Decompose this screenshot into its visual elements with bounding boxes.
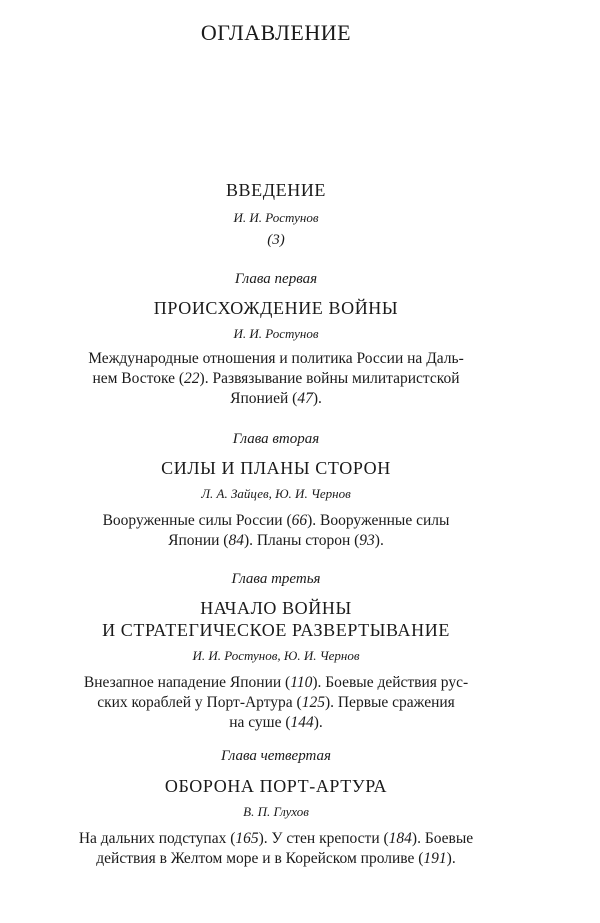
desc-line: Японии (84). Планы сторон (93). xyxy=(168,532,384,549)
desc-line: нем Востоке (22). Развязывание войны милитаристской xyxy=(92,370,460,387)
chapter-3-author: И. И. Ростунов, Ю. И. Чернов xyxy=(192,648,360,663)
desc-line: Международные отношения и политика России на Даль- xyxy=(88,350,464,367)
page-number: 84 xyxy=(228,532,244,549)
intro-page: (3) xyxy=(267,232,285,248)
chapter-2-author: Л. А. Зайцев, Ю. И. Чернов xyxy=(201,486,351,501)
chapter-2-heading: СИЛЫ И ПЛАНЫ СТОРОН xyxy=(161,458,391,478)
page-number: 144 xyxy=(290,714,314,731)
page-number: 110 xyxy=(290,674,313,691)
chapter-4-heading: ОБОРОНА ПОРТ-АРТУРА xyxy=(164,776,388,796)
chapter-3-description xyxy=(0,673,552,733)
desc-line: ских кораблей у Порт-Артура (125). Первые сражения xyxy=(97,694,455,711)
desc-line: Японией (47). xyxy=(230,390,322,407)
chapter-1-author: И. И. Ростунов xyxy=(233,326,319,341)
desc-line: на суше (144). xyxy=(229,714,323,731)
page-number: 125 xyxy=(301,694,325,711)
page-number: 165 xyxy=(235,830,259,847)
chapter-2-description xyxy=(0,511,552,551)
page-number: 191 xyxy=(423,850,447,867)
chapter-3-label: Глава третья xyxy=(231,571,321,587)
chapter-4-label: Глава четвертая xyxy=(220,748,332,764)
page-title: ОГЛАВЛЕНИЕ xyxy=(200,20,352,45)
chapter-1-label: Глава первая xyxy=(234,271,318,287)
desc-line: Вооруженные силы России (66). Вооруженные силы xyxy=(102,512,450,529)
desc-line: Внезапное нападение Японии (110). Боевые действия рус- xyxy=(83,674,469,691)
page-number: 93 xyxy=(359,532,375,549)
page-number: 184 xyxy=(388,830,412,847)
intro-author: И. И. Ростунов xyxy=(233,210,319,225)
chapter-4-author: В. П. Глухов xyxy=(243,804,309,819)
chapter-2-label: Глава вторая xyxy=(232,431,320,447)
intro-heading: ВВЕДЕНИЕ xyxy=(225,180,327,200)
chapter-1-heading: ПРОИСХОЖДЕНИЕ ВОЙНЫ xyxy=(153,298,399,318)
desc-line: На дальних подступах (165). У стен крепости (184). Боевые xyxy=(78,830,474,847)
page-number: 22 xyxy=(184,370,200,387)
page-number: 66 xyxy=(291,512,308,529)
chapter-1-description xyxy=(0,349,552,409)
chapter-3-heading-line-2: И СТРАТЕГИЧЕСКОЕ РАЗВЕРТЫВАНИЕ xyxy=(102,620,450,640)
chapter-3-heading-line-1: НАЧАЛО ВОЙНЫ xyxy=(200,598,352,618)
chapter-4-description xyxy=(0,829,552,869)
page-number: 47 xyxy=(297,390,313,407)
desc-line: действия в Желтом море и в Корейском проливе (191). xyxy=(96,850,456,867)
